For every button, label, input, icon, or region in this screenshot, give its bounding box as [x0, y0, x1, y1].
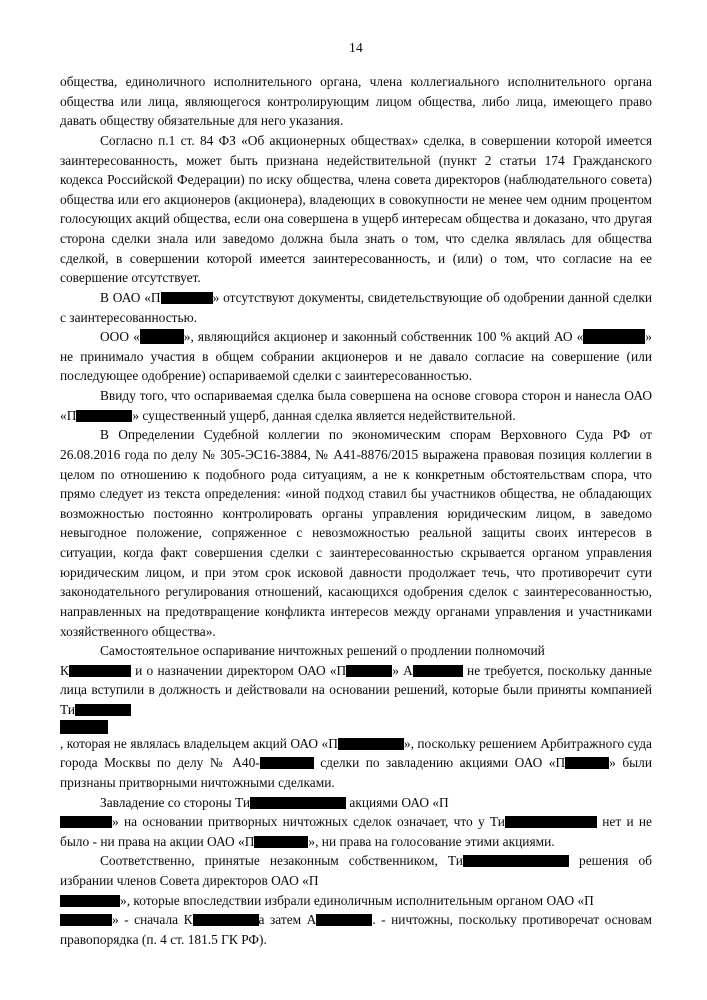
paragraph-4-middle: », являющийся акционер и законный собственник 100 % акций АО «	[183, 329, 584, 345]
paragraph-8-part-2: акциями ОАО «П	[349, 794, 449, 810]
redaction-bar	[69, 665, 131, 677]
redaction-bar	[338, 738, 404, 750]
paragraph-2	[60, 131, 652, 288]
paragraph-3	[60, 288, 652, 327]
redaction-bar	[193, 914, 259, 926]
paragraph-8-part-4: нет и не было - ни права на акции ОАО «П	[60, 814, 652, 849]
paragraph-8-part-3: » на основании притворных ничтожных сделок означает, что у Ти	[112, 814, 505, 830]
redaction-bar	[505, 816, 597, 828]
paragraph-7-part-6: , которая не являлась владельцем акций ОАО «П	[60, 735, 338, 751]
paragraph-7-part-3: и о назначении директором ОАО «П	[135, 662, 347, 678]
paragraph-9-part-1: Соответственно, принятые незаконным собственником, Ти	[100, 853, 463, 869]
paragraph-9-part-4: » - сначала К	[112, 912, 193, 928]
document-body	[60, 72, 652, 950]
redaction-bar	[583, 329, 645, 344]
paragraph-7-part-4: » А	[392, 662, 413, 678]
paragraph-7-part-9: » были признаны притворными ничтожными сделками.	[60, 755, 652, 790]
redaction-bar	[76, 410, 132, 422]
redaction-bar	[413, 665, 463, 677]
redaction-bar	[161, 292, 213, 304]
paragraph-7-part-7: », поскольку решением Арбитражного суда города Москвы по делу № А40-	[60, 735, 653, 771]
paragraph-8-part-5: », ни права на голосование этими акциями.	[308, 833, 555, 849]
redaction-bar	[250, 797, 346, 809]
paragraph-4-prefix: ООО «	[100, 329, 140, 345]
paragraph-6-text: В Определении Судебной коллегии по экономическим спорам Верховного Суда РФ от 26.08.2016 года по делу № 305-ЭС16-3884, № А41-8876/2015 выражена правовая позиция коллегии в целом по отношению к подобного рода ситуациям, а не к конкретным обстоятельствам спора, что прямо следует из текста определения: «иной подход ставил бы участников общества, не обладающих возможностью постоянно контролировать органы управления юридическим лицом, в заведомо невыгодное положение, сопряженное с невозможностью реальной защиты своих интересов в ситуации, когда факт совершения сделки с заинтересованностью скрывается органом управления юридическим лицом, и при этом срок исковой давности продолжает течь, что противоречит сути законодательного регулирования отношений, касающихся одобрения сделок с заинтересованностью, направленных на предотвращение конфликта интересов между органами управления и участниками хозяйственного общества».	[60, 427, 652, 639]
paragraph-3-suffix: » отсутствуют документы, свидетельствующие об одобрении данной сделки с заинтересованностью.	[60, 289, 652, 325]
paragraph-7-part-2: К	[60, 662, 69, 678]
paragraph-9-part-3: », которые впоследствии избрали единоличным исполнительным органом ОАО «П	[120, 892, 594, 908]
paragraph-5-prefix: Ввиду того, что оспариваемая сделка была совершена на основе сговора сторон и нанесла ОАО «П	[60, 388, 652, 423]
paragraph-7-part-8: сделки по завладению акциями ОАО «П	[320, 755, 566, 771]
paragraph-3-prefix: В ОАО «П	[100, 289, 161, 305]
paragraph-8-part-1: Завладение со стороны Ти	[100, 794, 251, 810]
paragraph-9-part-6: . - ничтожны, поскольку противоречат основам правопорядка (п. 4 ст. 181.5 ГК РФ).	[60, 912, 652, 947]
redaction-bar	[60, 895, 120, 907]
paragraph-9-part-2: решения об избрании членов Совета директоров ОАО «П	[60, 853, 652, 888]
redaction-bar	[463, 855, 569, 867]
paragraph-5	[60, 386, 652, 425]
paragraph-1	[60, 72, 652, 131]
paragraph-6	[60, 425, 652, 641]
paragraph-5-suffix: » существенный ущерб, данная сделка является недействительной.	[132, 407, 516, 423]
redaction-bar	[60, 914, 112, 926]
paragraph-7	[60, 641, 652, 792]
paragraph-9	[60, 851, 652, 949]
paragraph-8	[60, 793, 652, 852]
paragraph-1-text: общества, единоличного исполнительного органа, члена коллегиального исполнительного органа общества или лица, являющегося контролирующим лицом общества, либо лица, имеющего право давать обществу обязательные для него указания.	[60, 74, 652, 129]
paragraph-7-part-1: Самостоятельное оспаривание ничтожных решений о продлении полномочий	[100, 643, 545, 659]
redaction-bar	[140, 329, 184, 344]
redaction-bar	[60, 720, 108, 734]
paragraph-9-part-5: а затем А	[258, 912, 317, 928]
redaction-bar	[346, 665, 392, 677]
redaction-bar	[316, 914, 372, 926]
paragraph-2-text: Согласно п.1 ст. 84 ФЗ «Об акционерных обществах» сделка, в совершении которой имеется заинтересованность, может быть признана недействительной (пункт 2 статьи 174 Гражданского кодекса Российской Федерации) по иску общества, члена совета директоров (наблюдательного совета) общества или его акционеров (акционера), владеющих в совокупности не менее чем одним процентом голосующих акций общества, если она совершена в ущерб интересам общества и доказано, что другая сторона сделки знала или заведомо должна была знать о том, что сделка являлась для общества сделкой, в совершении которой имеется заинтересованность, и (или) о том, что согласие на ее совершение отсутствует.	[60, 132, 652, 286]
redaction-bar	[60, 816, 112, 828]
paragraph-4	[60, 327, 652, 386]
redaction-bar	[254, 836, 308, 848]
paragraph-7-part-5: не требуется, поскольку данные лица вступили в должность и действовали на основании решений, которые были приняты компанией Ти	[60, 662, 652, 717]
redaction-bar	[260, 757, 314, 769]
redaction-bar	[75, 704, 131, 716]
paragraph-4-suffix: » не принимало участия в общем собрании акционеров и не давало согласие на совершение (или последующее одобрение) оспариваемой сделки с заинтересованностью.	[60, 329, 652, 384]
page-number: 14	[349, 40, 363, 55]
redaction-bar	[565, 757, 609, 769]
